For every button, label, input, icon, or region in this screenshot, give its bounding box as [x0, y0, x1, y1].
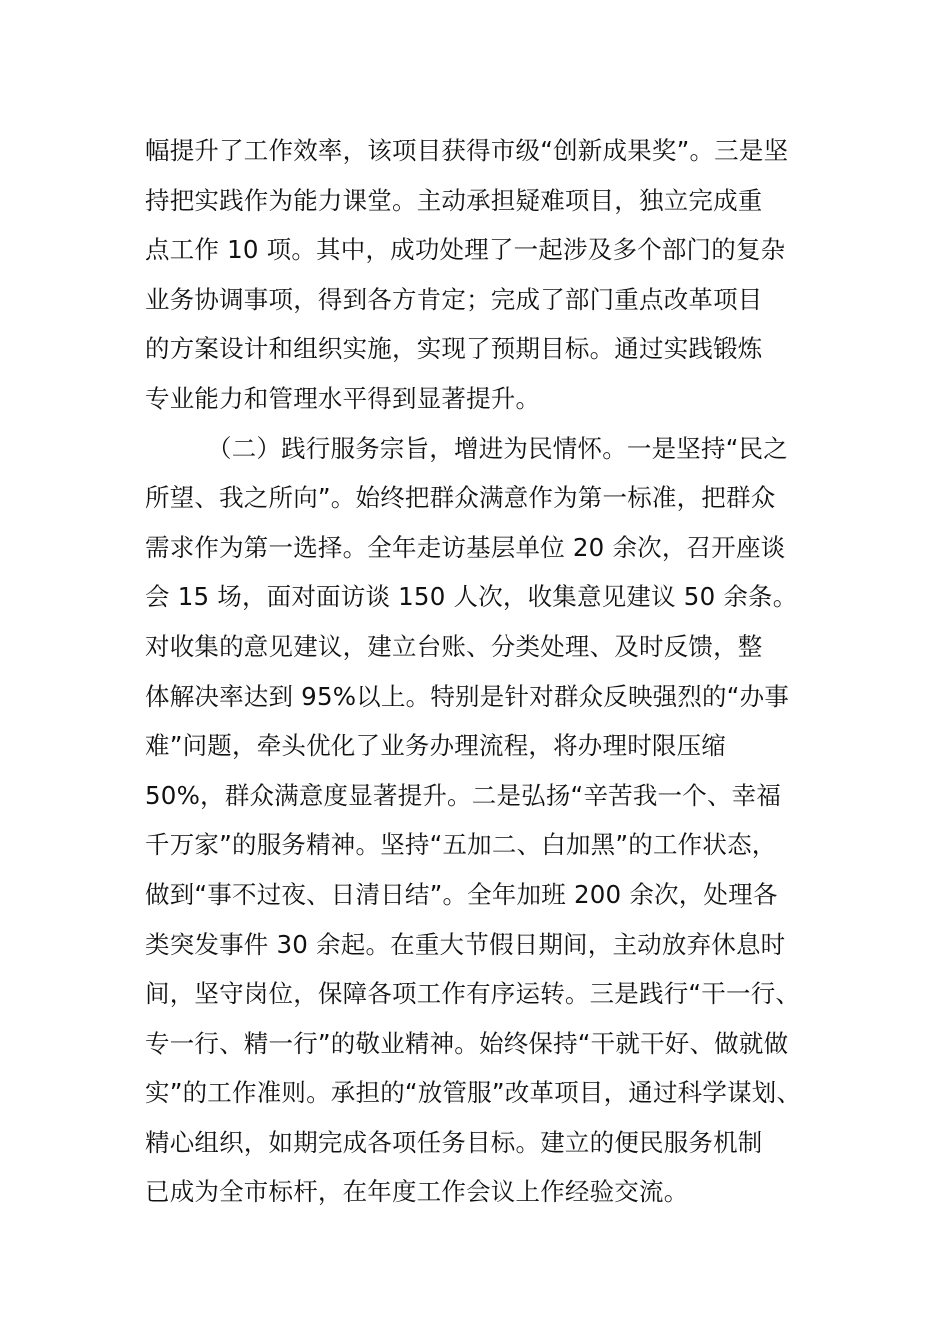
text-line: 间，坚守岗位，保障各项工作有序运转。三是践行“干一行、: [145, 979, 801, 1009]
text-line: 做到“事不过夜、日清日结”。全年加班 200 余次，处理各: [145, 879, 778, 909]
text-line: 50%，群众满意度显著提升。二是弘扬“辛苦我一个、幸福: [145, 780, 782, 810]
text-line: 千万家”的服务精神。坚持“五加二、白加黑”的工作状态，: [145, 830, 777, 860]
body-text: [145, 126, 825, 1217]
text-line: 已成为全市标杆，在年度工作会议上作经验交流。: [145, 1177, 689, 1207]
text-line: 所望、我之所向”。始终把群众满意作为第一标准，把群众: [145, 483, 776, 513]
text-line: 点工作 10 项。其中，成功处理了一起涉及多个部门的复杂: [145, 235, 786, 265]
text-line: 类突发事件 30 余起。在重大节假日期间，主动放弃休息时: [145, 929, 786, 959]
text-line: 专一行、精一行”的敬业精神。始终保持“干就干好、做就做: [145, 1028, 789, 1058]
text-line: 专业能力和管理水平得到显著提升。: [145, 383, 541, 413]
text-line: 对收集的意见建议，建立台账、分类处理、及时反馈，整: [145, 631, 763, 661]
text-line: 业务协调事项，得到各方肯定；完成了部门重点改革项目: [145, 284, 763, 314]
text-line: 的方案设计和组织实施，实现了预期目标。通过实践锻炼: [145, 334, 763, 364]
text-line: 需求作为第一选择。全年走访基层单位 20 余次，召开座谈: [145, 532, 786, 562]
section-heading-line: （二）践行服务宗旨，增进为民情怀。一是坚持“民之: [207, 433, 788, 463]
text-line: 难”问题，牵头优化了业务办理流程，将办理时限压缩: [145, 731, 726, 761]
text-line: 实”的工作准则。承担的“放管服”改革项目，通过科学谋划、: [145, 1078, 802, 1108]
text-line: 精心组织，如期完成各项任务目标。建立的便民服务机制: [145, 1127, 763, 1157]
text-line: 体解决率达到 95%以上。特别是针对群众反映强烈的“办事: [145, 681, 790, 711]
text-line: 持把实践作为能力课堂。主动承担疑难项目，独立完成重: [145, 185, 763, 215]
text-line: 会 15 场，面对面访谈 150 人次，收集意见建议 50 余条。: [145, 582, 798, 612]
text-line: 幅提升了工作效率，该项目获得市级“创新成果奖”。三是坚: [145, 136, 789, 165]
